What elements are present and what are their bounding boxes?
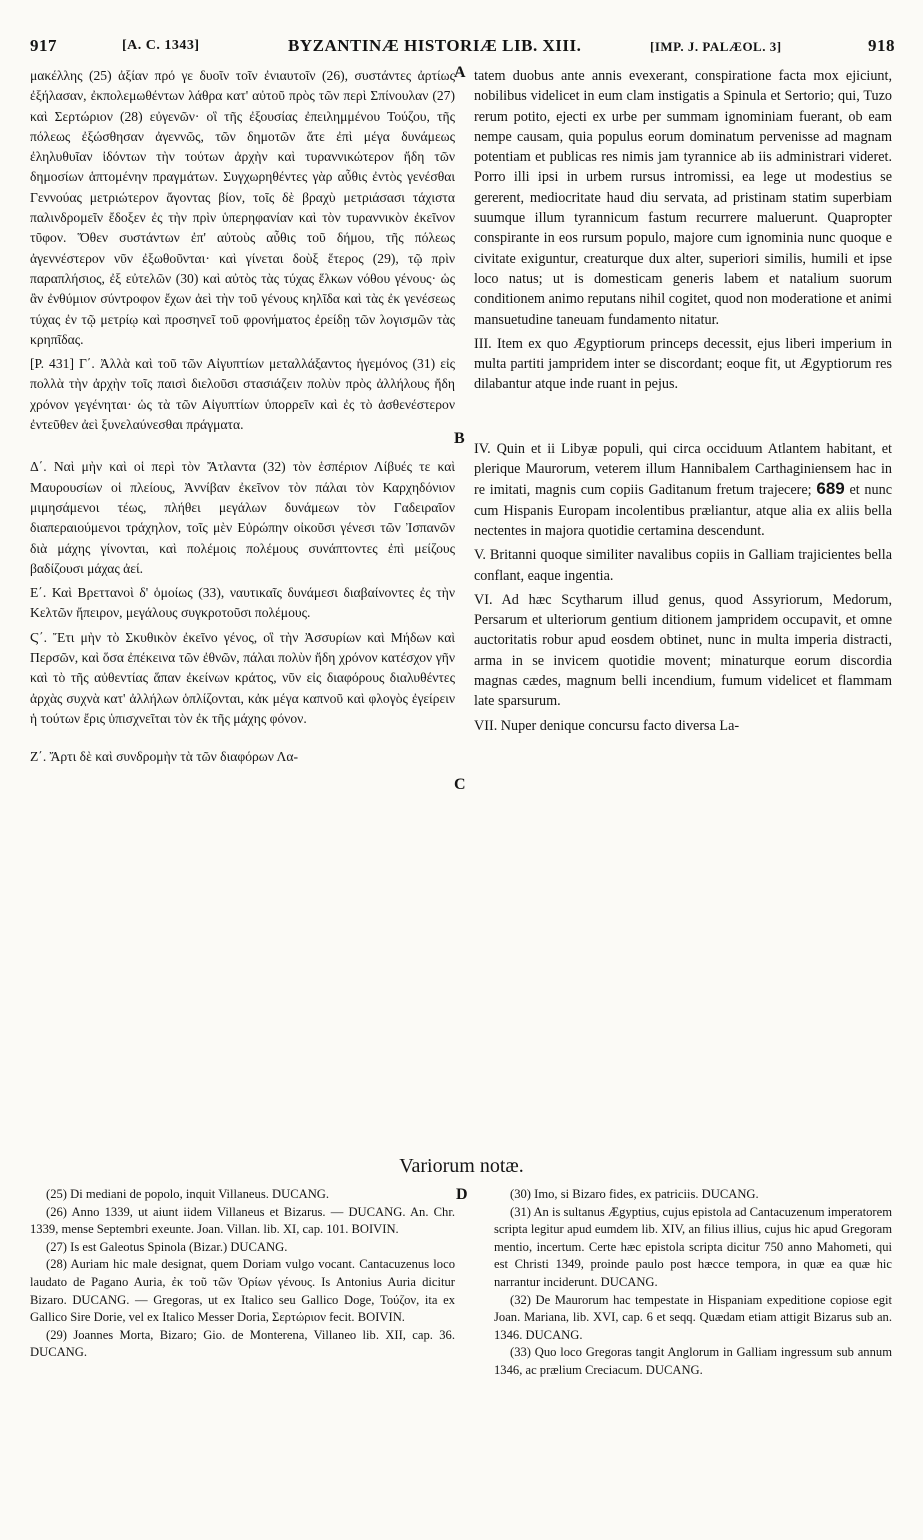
latin-paragraph: VI. Ad hæc Scytharum illud genus, quod Assyriorum, Medorum, Persarum et ulteriorum gentium ditionem jampridem occupavit, et omne auctoritatis robur apud eosdem obtinet, nunc in multa imperia distracti, arma in se invicem quotidie movent; minaturque eorum discordia magnas cædes, magnum belli incendium, fumum videlicet et flammam late sparsurum.: [474, 591, 892, 710]
spacer: [30, 439, 455, 457]
latin-paragraph: VII. Nuper denique concursu facto diversa La-: [474, 717, 740, 734]
footnote: (25) Di mediani de popolo, inquit Villaneus. DUCANG.: [46, 1187, 330, 1201]
margin-marker-c: C: [454, 776, 466, 793]
greek-paragraph: Ζ΄. Ἄρτι δὲ καὶ συνδρομὴν τὰ τῶν διαφόρων Λα-: [30, 749, 299, 765]
spacer: [30, 733, 455, 747]
latin-paragraph: tatem duobus ante annis evexerant, conspiratione facta mox ejiciunt, nobilibus videlicet in eum clam instigatis a Spinula et Sertorio; qui, Tuzo rerum potito, ejecti ex urbe per summam ignominiam fuerant, ob eam nempe causam, quia populus eorum dominatum pervenisse ad magnam potentiam et publicas res nimis jam tyrannice ab iis administrari videret. Porro illi ipsi in urbem rursus intromissi, ea lege ut modestius se gererent, mediocritate haud diu servata, ad pristinam statim superbiam suumque illum tyrannicum fastum recurrere maluerunt. Quapropter conspirante in eos rursum populo, majore cum ignominia nunc quoque e civitate exiguntur, creaturque dux alter, superiori similis, humili et ipse loco natus; ut is domesticam generis labem et natalium suorum conditionem animo reputans nihil cogitet, quod non moderatione et animi mansuetudine taneuam fundamento nitatur.: [474, 68, 892, 328]
notes-title: Variorum notæ.: [399, 1155, 524, 1177]
footnote: (33) Quo loco Gregoras tangit Anglorum in Galliam ingressum sub annum 1346, ac prælium Creciacum. DUCANG.: [494, 1345, 892, 1377]
latin-paragraph: V. Britanni quoque similiter navalibus copiis in Galliam trajicientes bella conflant, eaque ingentia.: [474, 547, 892, 584]
margin-marker-a: A: [454, 64, 466, 81]
date-label: [A. C. 1343]: [122, 38, 200, 53]
inline-page-number: 689: [816, 479, 845, 499]
greek-paragraph: Ϛ΄. Ἔτι μὴν τὸ Σκυθικὸν ἐκεῖνο γένος, οἳ τὴν Ἀσσυρίων καὶ Μήδων καὶ Περσῶν, καὶ ὅσα ἐπέκεινα τῶν ἐθνῶν, πάλαι πολὺν ἤδη χρόνον κατέσχον γῆν καὶ τὸ τῆς αὐθεντίας ἅπαν ἐκείνων κράτος, νῦν εἰς διαφόρους διαλυθέντες ἀρχὰς συχνὰ κατ' ἀλλήλων ὁπλίζονται, κἀκ μέγα καπνοῦ καὶ φλογὸς ἐγείρειν ἡ τούτων ἔρις ὑπισχνεῖται τὸν ἐκ τῆς μάχης φόνον.: [30, 629, 455, 726]
footnote: (30) Imo, si Bizaro fides, ex patriciis. DUCANG.: [510, 1187, 759, 1201]
running-title: BYZANTINÆ HISTORIÆ LIB. XIII.: [288, 36, 582, 55]
notes-right-column: [494, 1186, 892, 1380]
latin-paragraph: [474, 439, 892, 541]
page-header: [30, 36, 895, 60]
footnote: (29) Joannes Morta, Bizaro; Gio. de Monterena, Villaneo lib. XII, cap. 36. DUCANG.: [30, 1327, 455, 1360]
footnote: (28) Auriam hic male designat, quem Doriam vulgo vocant. Cantacuzenus loco laudato de Pagano Auria, ἐκ τοῦ τῶν Ὀρίων γένους. Is Antonius Auria dicitur Bizaro. DUCANG. — Gregoras, ut ex Italico seu Gallico Doge, Τούζον, ita ex Gallico Sire Dorie, vel ex Italico Messer Doria, Σερτώριον fecit. BOIVIN.: [30, 1257, 455, 1325]
notes-left-column: [30, 1186, 455, 1362]
greek-paragraph: Ε΄. Καὶ Βρεττανοὶ δ' ὁμοίως (33), ναυτικαῖς δυνάμεσι διαβαίνοντες ἐς τὴν Κελτῶν ἤπειρον, μεγάλους συγκροτοῦσι πολέμους.: [30, 585, 455, 621]
latin-paragraph: III. Item ex quo Ægyptiorum princeps decessit, ejus liberi imperium in multa partiti jampridem inter se discordant; eoque fit, ut Ægyptiorum res dilabantur atque inde ruant in pejus.: [474, 335, 892, 393]
spacer: [474, 399, 892, 439]
latin-column: [474, 66, 892, 740]
footnote: (26) Anno 1339, ut aiunt iidem Villaneus et Bizarus. — DUCANG. An. Chr. 1339, mense Septembri exeunte. Joan. Villan. lib. XI, cap. 101. BOIVIN.: [30, 1204, 455, 1237]
latin-text: IV. Quin et ii Libyæ populi, qui circa occiduum Atlantem habitant, et plerique Maurorum, veterem illum Hannibalem Carthaginiensem hac in re imitati, magnis cum copiis Gaditanum fretum trajecere;: [474, 440, 892, 499]
footnote: (27) Is est Galeotus Spinola (Bizar.) DUCANG.: [46, 1239, 288, 1254]
greek-paragraph: [P. 431] Γ΄. Ἀλλὰ καὶ τοῦ τῶν Αἰγυπτίων μεταλλάξαντος ἡγεμόνος (31) εἰς πολλὰ τὴν ἀρχὴν τοῖς παισὶ διελοῦσι στασιάζειν πολὺν πρὸς ἀλλήλους ἤδη χρόνον γεγένηται· ὡς τὰ τῶν Αἰγυπτίων ὑπορρεῖν καὶ ἐς τὸ ἀσθενέστερον ἐντεῦθεν ἀεὶ ξυνελαύνεσθαι πράγματα.: [30, 356, 455, 433]
latin-text: et nunc cum Hispanis Europam incolentibus præliantur, atque alia ex aliis bella nectentes in majora quotidie certamina descendunt.: [474, 482, 893, 539]
regnal-label: [IMP. J. PALÆOL. 3]: [650, 39, 782, 54]
footnote: (31) An is sultanus Ægyptius, cujus epistola ad Cantacuzenum imperatorem scripta legitur apud eumdem lib. XIV, an filius illius, cujus hic apud Gregoram mentio, incertum. Certe hæc epistola scripta dicitur 750 anno Mahometi, qui est Christi 1349, proinde paulo post hæcce tempora, in quæ ea quæ hic narrantur inciderunt. DUCANG.: [494, 1204, 892, 1289]
greek-paragraph: μακέλλης (25) ἀξίαν πρό γε δυοῖν τοῖν ἐνιαυτοῖν (26), συστάντες ἀρτίως ἐξήλασαν, ἐκπολεμωθέντων λάθρα κατ' αὐτοῦ πρὸς τῶν περὶ Σπίνουλαν (27) καὶ Σερτώριον (28) εὐγενῶν· οἳ τῆς ἐξουσίας ἐπειλημμένου Τούζου, τῆς πόλεως ἐξώσθησαν ἀγεννῶς, τῶν δημοτῶν ἅτε ἐπὶ μέγα δυνάμεως ἐληλυθυῖαν ἰδόντων τὴν τούτων ἀρχὴν καὶ τυραννικώτερον ἤδη τῶν δημοσίων ἁπτομένην πραγμάτων. Συγχωρηθέντες γὰρ αὖθις ἐντὸς γενέσθαι Γεννούας μετριώτερον ἄγοντας βίον, τοῖς δὲ βραχὺ μετριάσασι τάχιστα παλινδρομεῖν ἔδοξεν ἐς τὴν πρὶν ὑπερηφανίαν καὶ τὸν τυραννικὸν ἐκεῖνον τῦφον. Ὅθεν συστάντων ἐπ' αὐτοὺς αὖθις τοῦ δήμου, τῆς πόλεως ἀγεννέστερον νῦν ἐξωθοῦνται· καὶ γίνεται δοὺξ ἕτερος (29), τῷ πρὶν παραπλήσιος, ἐξ εὐτελῶν (30) καὶ αὐτὸς τὰς τύχας ἕλκων νόθου γένους· ὡς ἂν ἐνθύμιον σύντροφον ἔχων ἀεὶ τὴν τοῦ γένους κηλῖδα καὶ τὰς ἐκ γενέσεως τύχας ἐν τῷ μετρίῳ καὶ προσηνεῖ τοῦ φρονήματος ἐρείδῃ τῶν λογισμῶν τὰς κρηπῖδας.: [30, 68, 455, 347]
greek-column: [30, 66, 455, 772]
left-page-number: 917: [30, 36, 57, 55]
right-page-number: 918: [868, 36, 895, 55]
margin-marker-d: D: [456, 1186, 468, 1203]
footnote: (32) De Maurorum hac tempestate in Hispaniam expeditione copiose egit Joan. Mariana, lib. XVI, cap. 6 et seqq. Quædam etiam attigit Bizarus sub an. 1346. DUCANG.: [494, 1292, 892, 1342]
greek-paragraph: Δ΄. Ναὶ μὴν καὶ οἱ περὶ τὸν Ἄτλαντα (32) τὸν ἑσπέριον Λίβυές τε καὶ Μαυρουσίων οἱ πλείους, Ἀννίβαν ἐκεῖνον τὸν πάλαι τὸν Καρχηδόνιον μιμησάμενοι τέως, πλήθει μεγάλων δυνάμεων τὸν Γαδειραῖον διαπεραιούμενοι τράχηλον, τοῖς μὲν Εὐρώπην οἰκοῦσι γένεσι τῶν Ἰσπανῶν διὰ μάχης γίνονται, καὶ πολέμοις πολέμους συνάπτοντες ἐπὶ μείζους βαδίζουσι μάχας ἀεί.: [30, 459, 455, 576]
margin-marker-b: B: [454, 430, 465, 447]
